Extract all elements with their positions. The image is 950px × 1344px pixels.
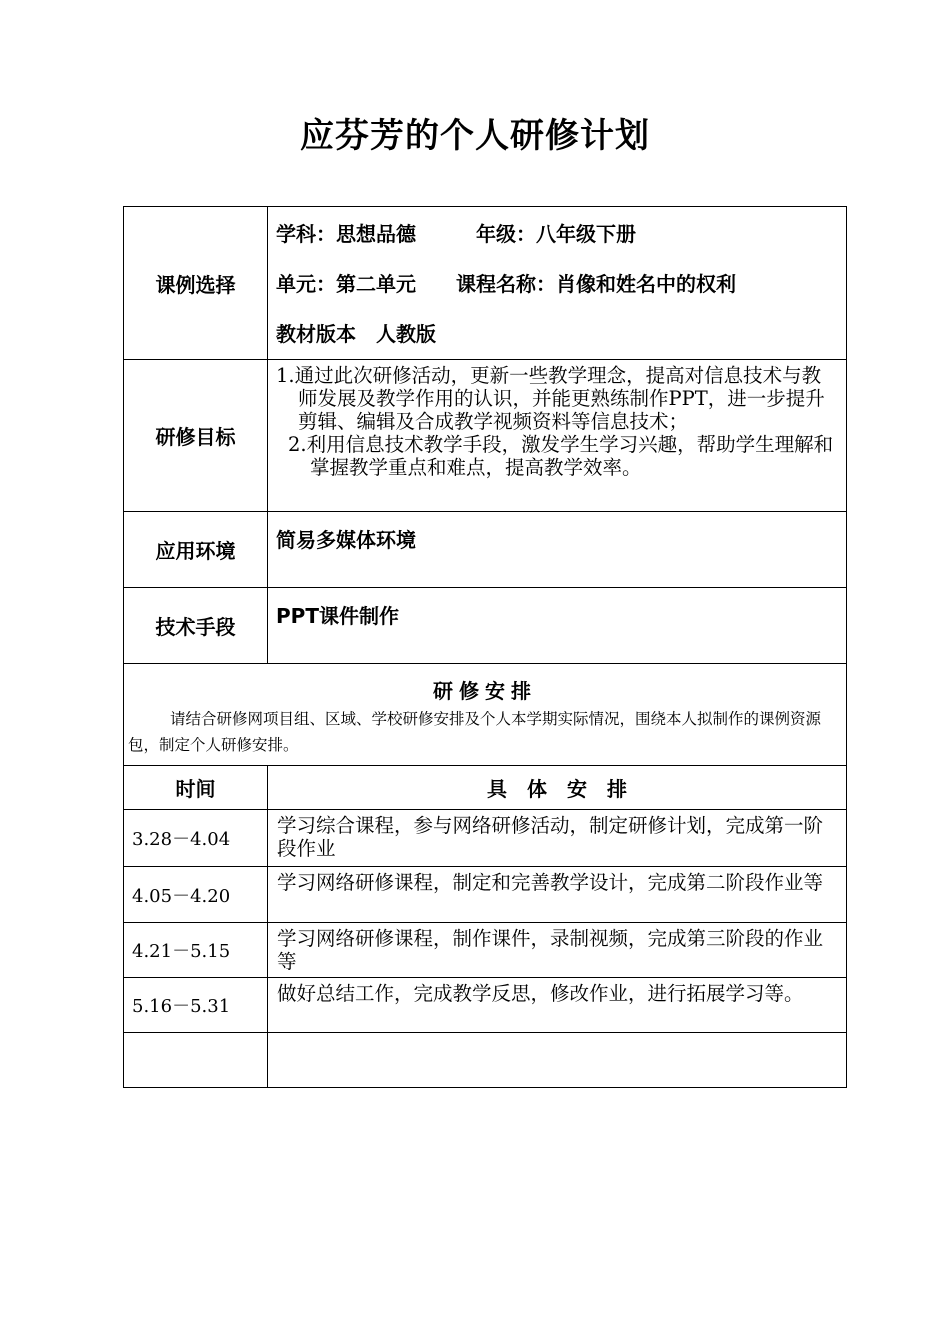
row-plan: 学习网络研修课程，制定和完善教学设计，完成第二阶段作业等 — [268, 867, 847, 923]
environment-value: 简易多媒体环境 — [268, 512, 847, 588]
research-plan-table — [123, 206, 847, 1088]
table-row — [124, 923, 847, 978]
edition-line: 教材版本 人教版 — [276, 322, 436, 346]
technique-value: PPT课件制作 — [268, 588, 847, 664]
unit-course-line: 单元：第二单元 课程名称：肖像和姓名中的权利 — [276, 272, 736, 296]
row-plan: 学习综合课程，参与网络研修活动，制定研修计划，完成第一阶段作业 — [268, 810, 847, 867]
row-plan: 学习网络研修课程，制作课件，录制视频，完成第三阶段的作业等 — [268, 923, 847, 978]
environment-row — [124, 512, 847, 588]
course-content — [268, 207, 847, 360]
environment-label: 应用环境 — [124, 512, 268, 588]
arrangement-note: 请结合研修网项目组、区域、学校研修安排及个人本学期实际情况，围绕本人拟制作的课例资源包，制定个人研修安排。 — [128, 710, 822, 754]
col-plan-header: 具 体 安 排 — [268, 766, 847, 810]
col-time-header: 时间 — [124, 766, 268, 810]
arrangement-heading: 研修安排 — [433, 679, 537, 703]
course-row — [124, 207, 847, 360]
table-row — [124, 978, 847, 1033]
row-time: 5.16－5.31 — [124, 978, 268, 1033]
table-row — [124, 810, 847, 867]
goals-label: 研修目标 — [124, 360, 268, 512]
row-time: 4.21－5.15 — [124, 923, 268, 978]
row-time — [124, 1033, 268, 1088]
table-row — [124, 867, 847, 923]
course-label: 课例选择 — [124, 207, 268, 360]
arrangement-heading-row — [124, 664, 847, 766]
technique-row — [124, 588, 847, 664]
row-plan: 做好总结工作，完成教学反思，修改作业，进行拓展学习等。 — [268, 978, 847, 1033]
arrangement-block — [124, 664, 847, 766]
goals-row — [124, 360, 847, 512]
goal-item-2: 2.利用信息技术教学手段，激发学生学习兴趣，帮助学生理解和掌握教学重点和难点，提高教学效率。 — [288, 433, 834, 479]
goal-item-1: 1.通过此次研修活动，更新一些教学理念，提高对信息技术与教师发展及教学作用的认识，并能更熟练制作PPT，进一步提升剪辑、编辑及合成教学视频资料等信息技术； — [276, 364, 825, 433]
page-title: 应芬芳的个人研修计划 — [300, 116, 650, 156]
row-time: 3.28－4.04 — [124, 810, 268, 867]
subject-grade-line: 学科：思想品德 年级：八年级下册 — [276, 222, 636, 246]
arrangement-header-row — [124, 766, 847, 810]
goals-content — [268, 360, 847, 512]
row-time: 4.05－4.20 — [124, 867, 268, 923]
table-row — [124, 1033, 847, 1088]
row-plan — [268, 1033, 847, 1088]
technique-label: 技术手段 — [124, 588, 268, 664]
